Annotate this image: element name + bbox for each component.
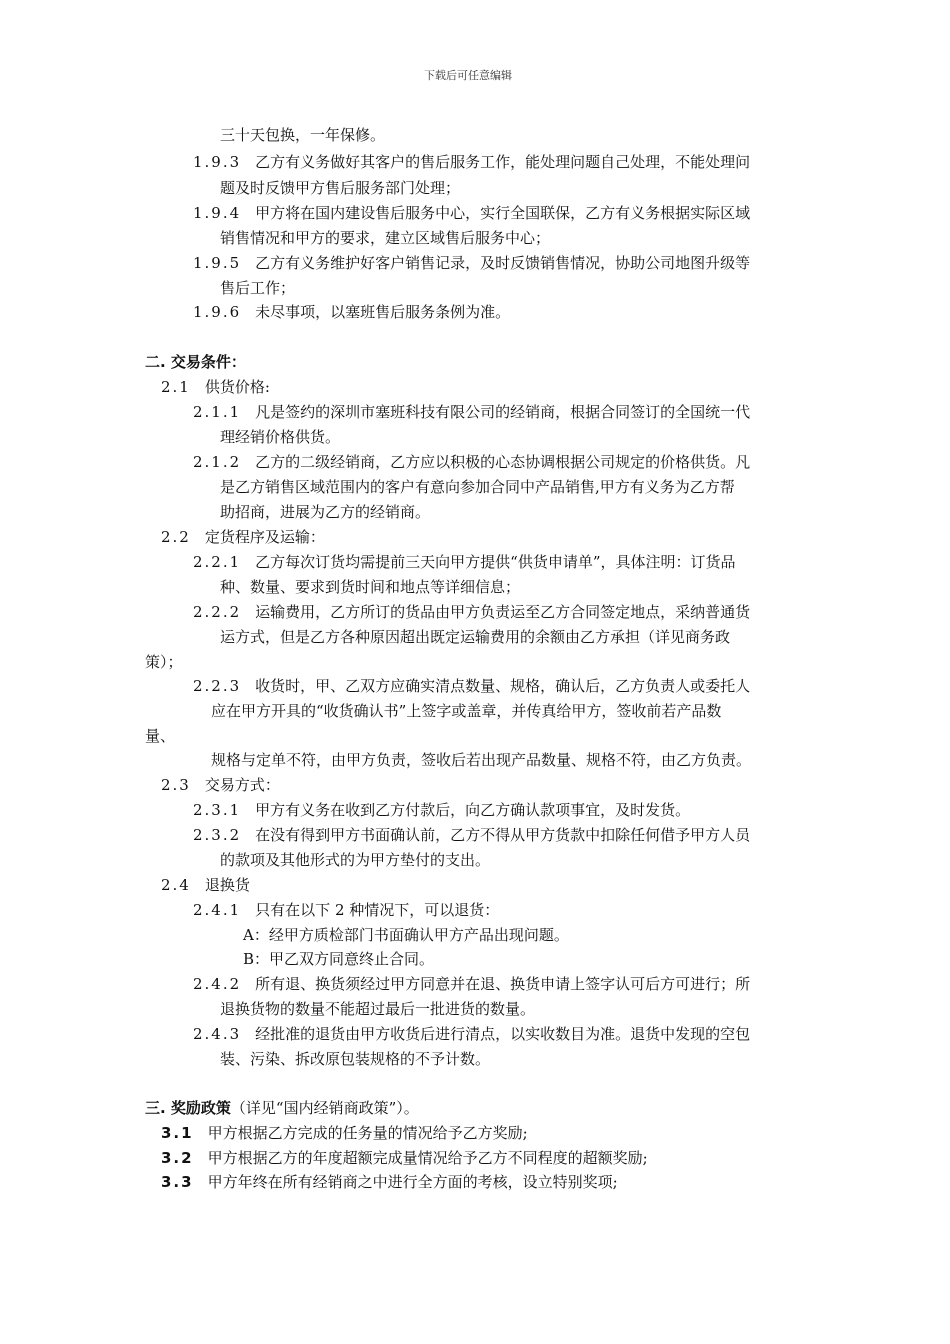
clause-text: 应在甲方开具的“收货确认书”上签字或盖章，并传真给甲方，签收前若产品数 [211, 702, 722, 720]
clause-text: 乙方有义务做好其客户的售后服务工作，能处理问题自己处理，不能处理问 [255, 153, 751, 171]
subsection-2-4 [161, 875, 250, 895]
clause-text: 种、数量、要求到货时间和地点等详细信息； [220, 578, 521, 596]
clause-text: 装、污染、拆改原包装规格的不予计数。 [220, 1050, 491, 1068]
section-title-note: （详见“国内经销商政策”）。 [230, 1099, 419, 1117]
clause-number: 1.9.5 [193, 254, 242, 272]
clause-number: 2.4.1 [193, 901, 242, 919]
clause-1-9-4 [193, 203, 750, 223]
page-header: 下载后可任意编辑 [424, 69, 512, 82]
subsection-label: 退换货 [204, 876, 250, 894]
clause-number: 2.3.2 [193, 826, 242, 844]
clause-2-4-1 [193, 900, 499, 920]
clause-number: 2.2.2 [193, 603, 242, 621]
clause-text: 只有在以下 2 种情况下，可以退货： [255, 901, 500, 919]
clause-text: B：甲乙双方同意终止合同。 [243, 950, 435, 968]
clause-2-2-3 [193, 676, 750, 696]
clause-number: 2.2.1 [193, 553, 242, 571]
clause-text: 所有退、换货须经过甲方同意并在退、换货申请上签字认可后方可进行；所 [255, 975, 751, 993]
clause-text: 甲方有义务在收到乙方付款后，向乙方确认款项事宜，及时发货。 [255, 801, 691, 819]
clause-text: 甲方将在国内建设售后服务中心，实行全国联保，乙方有义务根据实际区域 [255, 204, 751, 222]
clause-2-2-1 [193, 552, 736, 572]
clause-text: 乙方的二级经销商，乙方应以积极的心态协调根据公司规定的价格供货。凡 [255, 453, 751, 471]
clause-text: 运方式，但是乙方各种原因超出既定运输费用的余额由乙方承担（详见商务政 [220, 628, 731, 646]
subsection-label: 定货程序及运输： [204, 528, 325, 546]
clause-text: 甲方根据乙方的年度超额完成量情况给予乙方不同程度的超额奖励; [207, 1149, 648, 1167]
section-3-title [145, 1098, 419, 1118]
clause-3-1 [161, 1123, 528, 1143]
clause-number: 2.3.1 [193, 801, 242, 819]
clause-2-1-2 [193, 452, 750, 472]
clause-text: 三十天包换，一年保修。 [220, 126, 386, 144]
clause-text: A：经甲方质检部门书面确认甲方产品出现问题。 [243, 926, 569, 944]
clause-2-4-2 [193, 974, 750, 994]
clause-text: 运输费用，乙方所订的货品由甲方负责运至乙方合同签定地点，采纳普通货 [255, 603, 751, 621]
clause-number: 2.1.2 [193, 453, 242, 471]
clause-text: 助招商，进展为乙方的经销商。 [220, 503, 431, 521]
clause-number: 1.9.3 [193, 153, 242, 171]
clause-number: 1.9.6 [193, 303, 242, 321]
clause-text: 理经销价格供货。 [220, 428, 341, 446]
clause-text: 甲方根据乙方完成的任务量的情况给予乙方奖励; [207, 1124, 528, 1142]
clause-text: 退换货物的数量不能超过最后一批进货的数量。 [220, 1000, 536, 1018]
clause-text: 乙方每次订货均需提前三天向甲方提供“供货申请单”，具体注明：订货品 [255, 553, 736, 571]
subsection-2-1 [161, 377, 270, 397]
clause-1-9-5 [193, 253, 750, 273]
clause-text: 甲方年终在所有经销商之中进行全方面的考核，设立特别奖项; [207, 1173, 618, 1191]
clause-text: 未尽事项，以塞班售后服务条例为准。 [255, 303, 511, 321]
clause-text: 售后工作； [220, 279, 296, 297]
clause-text: 销售情况和甲方的要求，建立区域售后服务中心； [220, 229, 551, 247]
clause-text: 凡是签约的深圳市塞班科技有限公司的经销商，根据合同签订的全国统一代 [255, 403, 751, 421]
clause-number: 2.1.1 [193, 403, 242, 421]
clause-number: 2.4 [161, 876, 191, 894]
clause-number: 2.4.3 [193, 1025, 242, 1043]
clause-number: 2.3 [161, 776, 191, 794]
clause-number: 2.2.3 [193, 677, 242, 695]
clause-number: 1.9.4 [193, 204, 242, 222]
clause-number: 3.3 [161, 1173, 194, 1191]
subsection-label: 供货价格: [204, 378, 270, 396]
clause-text: 经批准的退货由甲方收货后进行清点，以实收数目为准。退货中发现的空包 [255, 1025, 751, 1043]
subsection-2-3 [161, 775, 280, 795]
clause-text: 题及时反馈甲方售后服务部门处理； [220, 179, 461, 197]
clause-text: 规格与定单不符，由甲方负责，签收后若出现产品数量、规格不符，由乙方负责。 [211, 751, 752, 769]
section-title: 三. 奖励政策 [145, 1099, 231, 1117]
clause-text: 收货时，甲、乙双方应确实清点数量、规格，确认后，乙方负责人或委托人 [255, 677, 751, 695]
clause-1-9-3 [193, 152, 750, 172]
clause-text: 乙方有义务维护好客户销售记录，及时反馈销售情况，协助公司地图升级等 [255, 254, 751, 272]
clause-number: 3.2 [161, 1149, 194, 1167]
clause-3-2 [161, 1148, 648, 1168]
clause-text: 在没有得到甲方书面确认前，乙方不得从甲方货款中扣除任何借予甲方人员 [255, 826, 751, 844]
subsection-2-2 [161, 527, 325, 547]
clause-text: 策）； [145, 653, 183, 671]
clause-number: 2.1 [161, 378, 191, 396]
clause-3-3 [161, 1172, 618, 1192]
clause-2-3-1 [193, 800, 690, 820]
section-2-title: 二. 交易条件： [145, 353, 246, 371]
clause-2-1-1 [193, 402, 750, 422]
clause-2-4-3 [193, 1024, 750, 1044]
clause-number: 3.1 [161, 1124, 194, 1142]
clause-number: 2.2 [161, 528, 191, 546]
clause-number: 2.4.2 [193, 975, 242, 993]
subsection-label: 交易方式： [204, 776, 280, 794]
clause-text: 量、 [145, 727, 176, 745]
clause-2-3-2 [193, 825, 750, 845]
clause-2-2-2 [193, 602, 750, 622]
clause-1-9-6 [193, 302, 510, 322]
clause-text: 是乙方销售区域范围内的客户有意向参加合同中产品销售,甲方有义务为乙方帮 [220, 478, 735, 496]
clause-text: 的款项及其他形式的为甲方垫付的支出。 [220, 851, 491, 869]
